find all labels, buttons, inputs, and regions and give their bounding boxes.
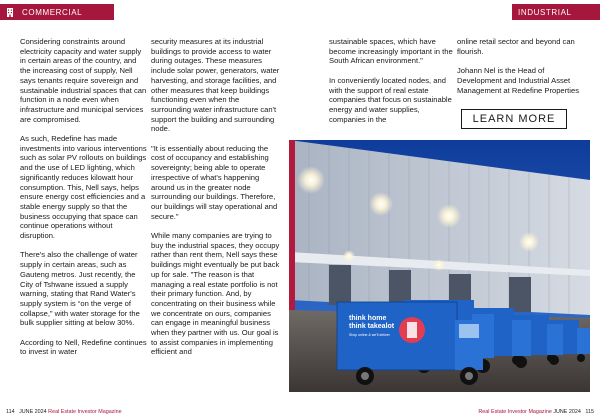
magazine-name-left: Real Estate Investor Magazine bbox=[48, 409, 122, 415]
paragraph: According to Nell, Redefine continues to invest in water bbox=[20, 337, 147, 357]
article-column-2 bbox=[151, 37, 281, 367]
paragraph: "It is essentially about reducing the cost of occupancy and establishing sovereignty; being able to operate irrespective of what's happening around us in the greater node surrounding our buildings. Therefore, our buildings will stay operational and secure." bbox=[151, 143, 278, 221]
page-footer bbox=[0, 406, 600, 420]
footer-left bbox=[6, 409, 122, 415]
article-column-3 bbox=[329, 37, 455, 134]
paragraph: While many companies are trying to buy the industrial spaces, they occupy rather than rent them, Nell says these buildings might eventually be put back up for sale. "The reason is that managing a real estate portfolio is not their primary function. And, by concentrating on their business while we concentrate on ours, companies can engage in meaningful business when they partner with us. Our goal is to assist companies in implementing efficient and bbox=[151, 231, 280, 357]
article-column-1 bbox=[20, 37, 148, 367]
truck-text-2: think takealot bbox=[349, 323, 395, 330]
issue-date-right: JUNE 2024 bbox=[553, 409, 581, 415]
issue-date-left: JUNE 2024 bbox=[19, 409, 47, 415]
paragraph: Considering constraints around electricity capacity and water supply in certain areas of the country, and the increasing cost of supply, Nell says tenants require sovereign and sustainable industrial spaces that can function in a node even when infrastructure and municipal services are compromised. bbox=[20, 37, 147, 124]
section-tab-industrial bbox=[512, 4, 600, 20]
magazine-name-right: Real Estate Investor Magazine bbox=[478, 409, 552, 415]
paragraph: online retail sector and beyond can flourish. bbox=[457, 37, 575, 56]
building-icon bbox=[6, 8, 14, 17]
paragraph: There's also the challenge of water supply in certain areas, such as Gauteng metros. Just recently, the City of Tshwane issued a supply warning, stating that Rand Water's supply system is “on the verge of collapse,” with water storage for the bulk supplier sitting at below 30%. bbox=[20, 250, 140, 328]
paragraph: sustainable spaces, which have become increasingly important in the South African environment." bbox=[329, 37, 453, 66]
section-label-right: INDUSTRIAL bbox=[518, 7, 572, 17]
truck-text-1: think home bbox=[349, 315, 387, 322]
truck-text-3: Shop online & we'll deliver bbox=[349, 333, 390, 337]
section-tab-commercial bbox=[0, 4, 114, 20]
warehouse-photo bbox=[289, 140, 590, 392]
paragraph: In conveniently located nodes, and with the support of real estate companies that focus on sustainable energy and water supplies, companies in the bbox=[329, 75, 452, 124]
paragraph: As such, Redefine has made investments into various interventions such as solar PV rollouts on buildings and the use of LED lighting, which significantly reduces kilowatt hour consumption. This, Nell says, helps ensure energy cost efficiencies and a stable energy supply so that the business occupying that space can continue operations without disruption. bbox=[20, 134, 147, 241]
paragraph: security measures at its industrial buildings to provide access to water during outages. These measures include solar power, generators, water harvesting, and storage facilities, and other measures that keep buildings functioning even when the surrounding water infrastructure can't support the building and surrounding node. bbox=[151, 37, 280, 134]
page-number-right: 115 bbox=[585, 409, 594, 415]
page-number-left: 114 bbox=[6, 409, 15, 415]
learn-more-button[interactable]: LEARN MORE bbox=[461, 109, 567, 129]
footer-right bbox=[478, 409, 594, 415]
section-label-left: COMMERCIAL bbox=[22, 7, 83, 17]
article-column-4 bbox=[457, 37, 583, 105]
author-bio: Johann Nel is the Head of Development and Industrial Asset Management at Redefine Properties bbox=[457, 66, 579, 95]
